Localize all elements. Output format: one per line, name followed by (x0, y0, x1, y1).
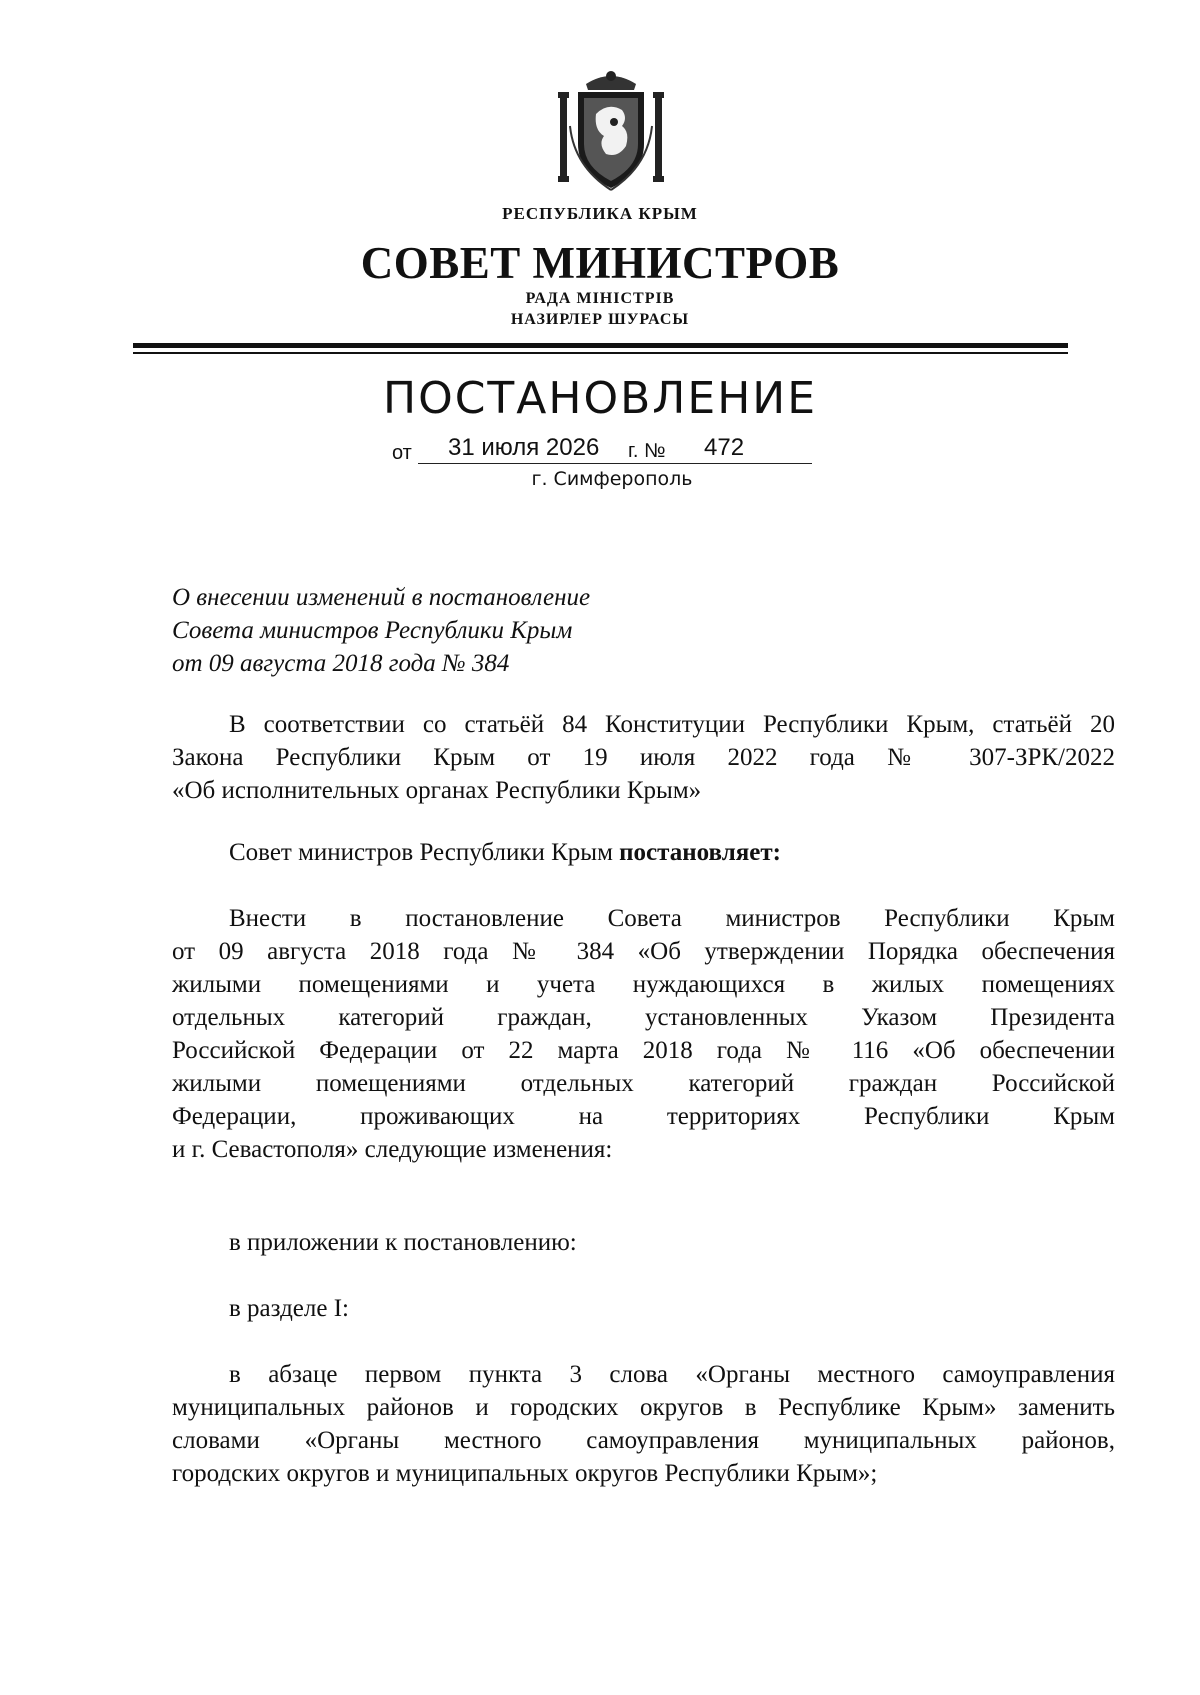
paragraph-line: «Об исполнительных органах Республики Крым» (172, 777, 702, 804)
council-title-ukrainian: РАДА МІНІСТРІВ (525, 290, 675, 307)
paragraph-line: в абзаце первом пункта 3 слова «Органы местного самоуправления (229, 1361, 1115, 1388)
city-line (0, 468, 1200, 490)
change-paragraph (172, 1358, 1115, 1490)
appendix-paragraph (172, 1226, 1115, 1259)
paragraph-line: и г. Севастополя» следующие изменения: (172, 1136, 613, 1163)
subject-line: Совета министров Республики Крым (172, 617, 573, 644)
section-paragraph (172, 1292, 1115, 1325)
resolution-keyword: постановляет: (619, 839, 781, 866)
paragraph-line: жилыми помещениями отдельных категорий граждан Российской (172, 1070, 1115, 1097)
republic-name: РЕСПУБЛИКА КРЫМ (502, 204, 698, 223)
document-type-title: ПОСТАНОВЛЕНИЕ (382, 373, 817, 424)
paragraph-line: Российской Федерации от 22 марта 2018 года № 116 «Об обеспечении (172, 1037, 1115, 1064)
paragraph-line: в разделе I: (229, 1295, 349, 1322)
paragraph-line (172, 836, 1115, 869)
header-divider-thick (133, 343, 1068, 348)
subject-line: О внесении изменений в постановление (172, 584, 591, 611)
paragraph-line: муниципальных районов и городских округов в Республике Крым» заменить (172, 1394, 1115, 1421)
date-underline (418, 463, 812, 464)
paragraph-line: жилыми помещениями и учета нуждающихся в жилых помещениях (172, 971, 1115, 998)
paragraph-line: в приложении к постановлению: (229, 1229, 577, 1256)
paragraph-line: отдельных категорий граждан, установленных Указом Президента (172, 1004, 1115, 1031)
preamble-paragraph (172, 708, 1115, 807)
date-suffix: г. № (628, 440, 666, 462)
paragraph-line: Внести в постановление Совета министров Республики Крым (229, 905, 1115, 932)
header-divider-thin (133, 352, 1068, 354)
paragraph-line: от 09 августа 2018 года № 384 «Об утверждении Порядка обеспечения (172, 938, 1115, 965)
document-subject (172, 581, 590, 680)
paragraph-line: В соответствии со статьёй 84 Конституции Республики Крым, статьёй 20 (229, 711, 1115, 738)
council-title: СОВЕТ МИНИСТРОВ (360, 238, 840, 288)
coat-of-arms-icon (556, 66, 666, 192)
paragraph-line: Закона Республики Крым от 19 июля 2022 года № 307-ЗРК/2022 (172, 744, 1115, 771)
paragraph-line: городских округов и муниципальных округов Республики Крым»; (172, 1460, 878, 1487)
paragraph-line: словами «Органы местного самоуправления муниципальных районов, (172, 1427, 1115, 1454)
amendment-paragraph (172, 902, 1115, 1166)
date-number-line (392, 436, 812, 466)
document-date: 31 июля 2026 (448, 434, 600, 461)
subject-line: от 09 августа 2018 года № 384 (172, 650, 510, 677)
resolution-paragraph (172, 836, 1115, 869)
council-title-crimean-tatar: НАЗИРЛЕР ШУРАСЫ (510, 311, 690, 328)
paragraph-line: Федерации, проживающих на территориях Республики Крым (172, 1103, 1115, 1130)
city-name: г. Симферополь (531, 468, 693, 490)
resolution-text: Совет министров Республики Крым (229, 839, 613, 866)
date-prefix: от (392, 442, 412, 464)
document-number: 472 (704, 434, 745, 461)
